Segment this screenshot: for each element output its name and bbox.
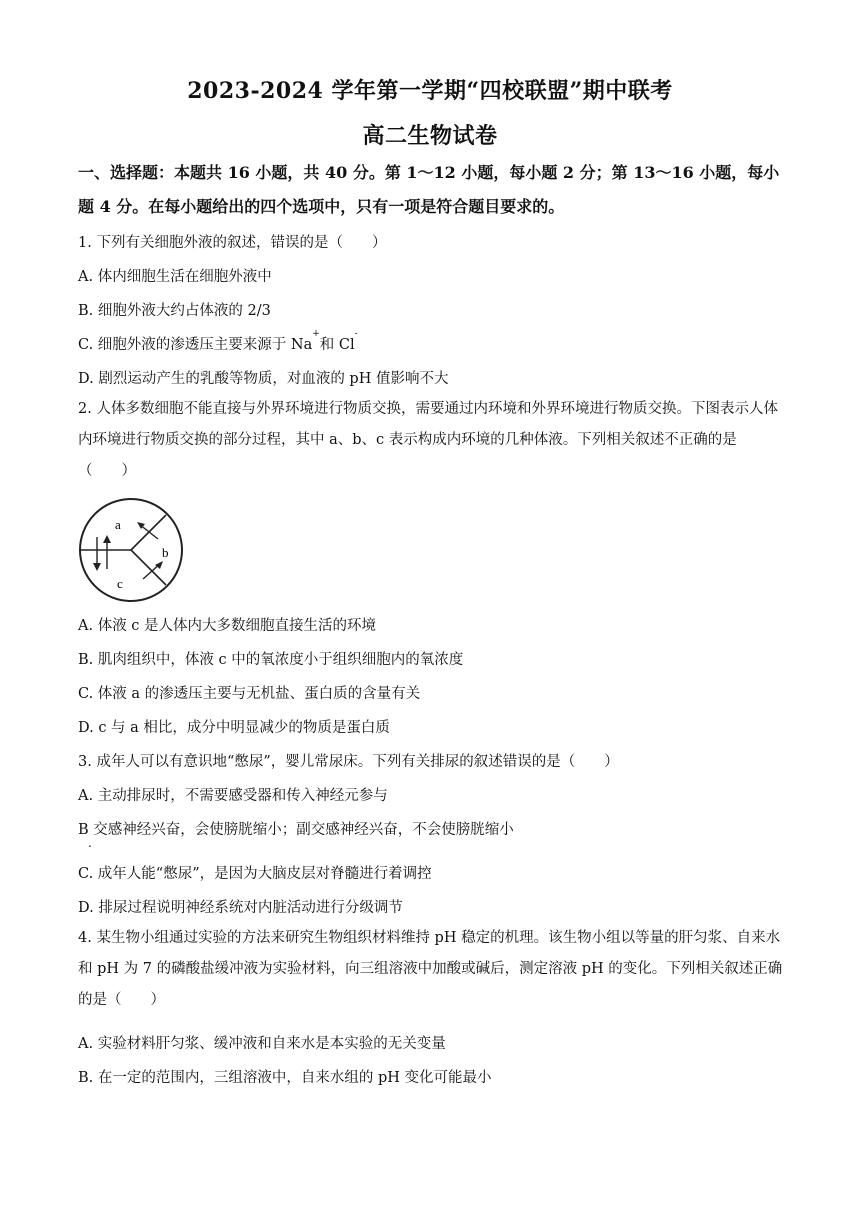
q1-stem: 1. 下列有关细胞外液的叙述，错误的是（ ） [78,235,387,251]
arrow-c-to-a-head [103,535,111,543]
label-a: a [115,517,121,532]
exam-subtitle: 高二生物试卷 [362,123,498,149]
q1-option-a: A. 体内细胞生活在细胞外液中 [78,269,272,285]
section-heading: 一、选择题：本题共 16 小题，共 40 分。第 1～12 小题，每小题 2 分；第 13～16 小题，每小题 4 分。在每小题给出的四个选项中，只有一项是符合题目要求的。 [78,163,780,216]
q3-option-a: A. 主动排尿时，不需要感受器和传入神经元参与 [78,788,388,804]
na-charge: + [312,329,320,339]
q3-option-b: B 交感神经兴奋，会使膀胱缩小；副交感神经兴奋，不会使膀胱缩小 [78,822,514,838]
q3-stem: 3. 成年人可以有意识地“憋尿”，婴儿常尿床。下列有关排尿的叙述错误的是（ ） [78,754,619,770]
label-b: b [162,545,169,560]
q1-option-b: B. 细胞外液大约占体液的 2/3 [78,303,271,319]
q3-option-d: D. 排尿过程说明神经系统对内脏活动进行分级调节 [78,900,403,916]
divider-lower [131,550,166,585]
exam-title: 2023-2024 学年第一学期“四校联盟”期中联考 [187,78,673,104]
q1-option-c-mid: 和 Cl [319,337,355,353]
divider-upper [131,515,166,550]
q3-option-c: C. 成年人能“憋尿”，是因为大脑皮层对脊髓进行着调控 [78,866,432,882]
q4-option-b: B. 在一定的范围内，三组溶液中，自来水组的 pH 变化可能最小 [78,1070,492,1086]
q4-option-a: A. 实验材料肝匀浆、缓冲液和自来水是本实验的无关变量 [78,1036,446,1052]
q2-option-b: B. 肌肉组织中，体液 c 中的氧浓度小于组织细胞内的氧浓度 [78,652,464,668]
q1-option-c [78,329,784,354]
body-fluid-exchange-diagram [76,493,186,605]
q2-option-c: C. 体液 a 的渗透压主要与无机盐、蛋白质的含量有关 [78,686,421,702]
q2-stem: 2. 人体多数细胞不能直接与外界环境进行物质交换，需要通过内环境和外界环境进行物质交换。下图表示人体内环境进行物质交换的部分过程，其中 a、b、c 表示构成内环境的几种体液。下列相关叙述不正确的是（ ） [78,401,778,479]
q2-option-d: D. c 与 a 相比，成分中明显减少的物质是蛋白质 [78,720,390,736]
q2-option-a: A. 体液 c 是人体内大多数细胞直接生活的环境 [78,618,377,634]
arrow-a-to-c-head [93,563,101,571]
label-c: c [117,576,123,591]
q3-option-b-dot: . [88,836,92,850]
cl-charge: - [354,329,358,339]
q1-option-d: D. 剧烈运动产生的乳酸等物质，对血液的 pH 值影响不大 [78,371,449,387]
q4-stem: 4. 某生物小组通过实验的方法来研究生物组织材料维持 pH 稳定的机理。该生物小组以等量的肝匀浆、自来水和 pH 为 7 的磷酸盐缓冲液为实验材料，向三组溶液中加酸或碱后，测定溶液 pH 的变化。下列相关叙述正确的是（ ） [78,930,783,1008]
q1-option-c-text: C. 细胞外液的渗透压主要来源于 Na [78,337,313,353]
